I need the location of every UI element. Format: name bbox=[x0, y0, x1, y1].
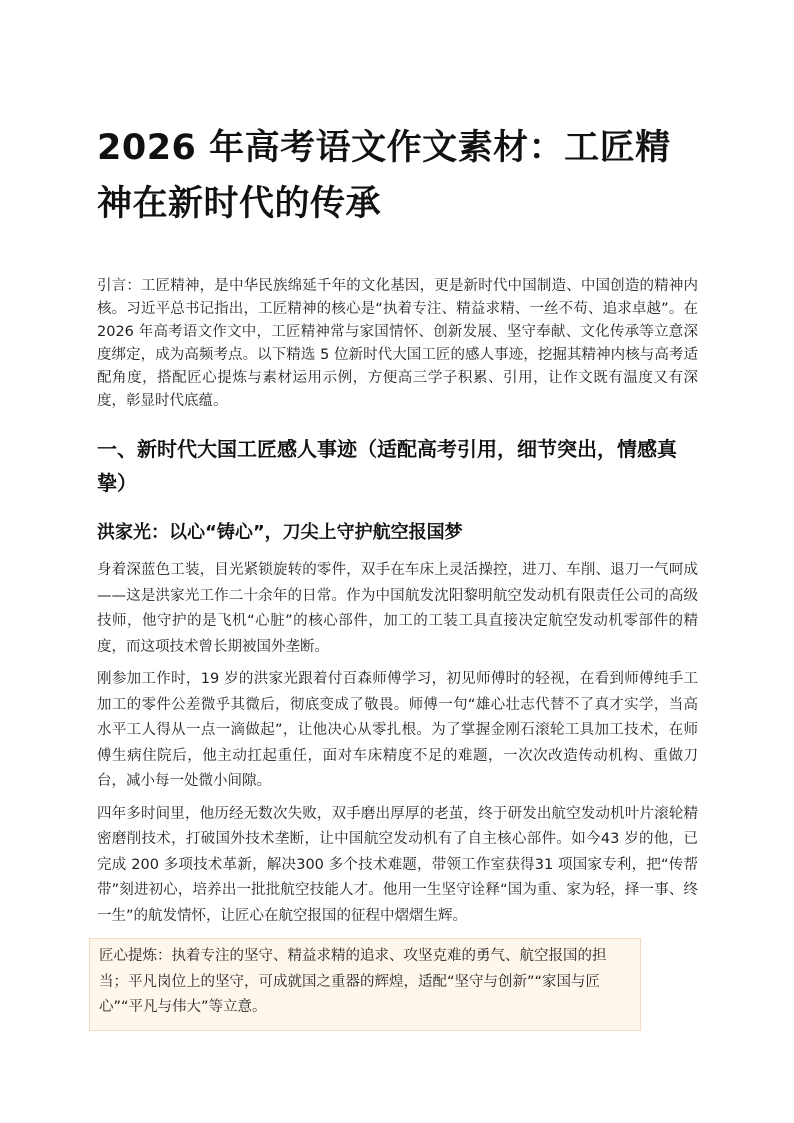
section-heading: 一、新时代大国工匠感人事迹（适配高考引用，细节突出，情感真挚） bbox=[97, 437, 677, 495]
body-paragraph-2: 刚参加工作时，19 岁的洪家光跟着付百森师傅学习，初见师傅时的轻视，在看到师傅纯手工加工的零件公差微乎其微后，彻底变成了敬畏。师傅一句“雄心壮志代替不了真才实学，当高水平工人得从一点一滴做起”，让他决心从零扎根。为了掌握金刚石滚轮工具加工技术，在师傅生病住院后，他主动扛起重任，面对车床精度不足的难题，一次次改造传动机构、重做刀台，减小每一处微小间隙。 bbox=[97, 671, 698, 789]
body-paragraph-1: 身着深蓝色工装，目光紧锁旋转的零件，双手在车床上灵活操控，进刀、车削、退刀一气呵成——这是洪家光工作二十余年的日常。作为中国航发沈阳黎明航空发动机有限责任公司的高级技师，他守护的是飞机“心脏”的核心部件，加工的工装工具直接决定航空发动机零部件的精度，而这项技术曾长期被国外垄断。 bbox=[97, 562, 698, 655]
subsection-heading: 洪家光：以心“铸心”，刀尖上守护航空报国梦 bbox=[97, 522, 463, 543]
document-title: 2026 年高考语文作文素材：工匠精神在新时代的传承 bbox=[97, 128, 671, 224]
highlight-callout-box bbox=[89, 938, 641, 1031]
intro-paragraph: 引言：工匠精神，是中华民族绵延千年的文化基因，更是新时代中国制造、中国创造的精神内核。习近平总书记指出，工匠精神的核心是“执着专注、精益求精、一丝不苟、追求卓越”。在 2026 年高考语文作文中，工匠精神常与家国情怀、创新发展、坚守奉献、文化传承等立意深度绑定，成为高频考点。以下精选 5 位新时代大国工匠的感人事迹，挖掘其精神内核与高考适配角度，搭配匠心提炼与素材运用示例，方便高三学子积累、引用，让作文既有温度又有深度，彰显时代底蕴。 bbox=[97, 278, 698, 409]
body-paragraph-3: 四年多时间里，他历经无数次失败，双手磨出厚厚的老茧，终于研发出航空发动机叶片滚轮精密磨削技术，打破国外技术垄断，让中国航空发动机有了自主核心部件。如今43 岁的他，已完成 200 多项技术革新，解决300 多个技术难题，带领工作室获得31 项国家专利，把“传帮带”刻进初心，培养出一批批航空技能人才。他用一生坚守诠释“国为重、家为轻，择一事、终一生”的航发情怀，让匠心在航空报国的征程中熠熠生辉。 bbox=[97, 805, 698, 924]
callout-text: 匠心提炼：执着专注的坚守、精益求精的追求、攻坚克难的勇气、航空报国的担当；平凡岗位上的坚守，可成就国之重器的辉煌，适配“坚守与创新”“家国与匠心”“平凡与伟大”等立意。 bbox=[99, 948, 607, 1015]
